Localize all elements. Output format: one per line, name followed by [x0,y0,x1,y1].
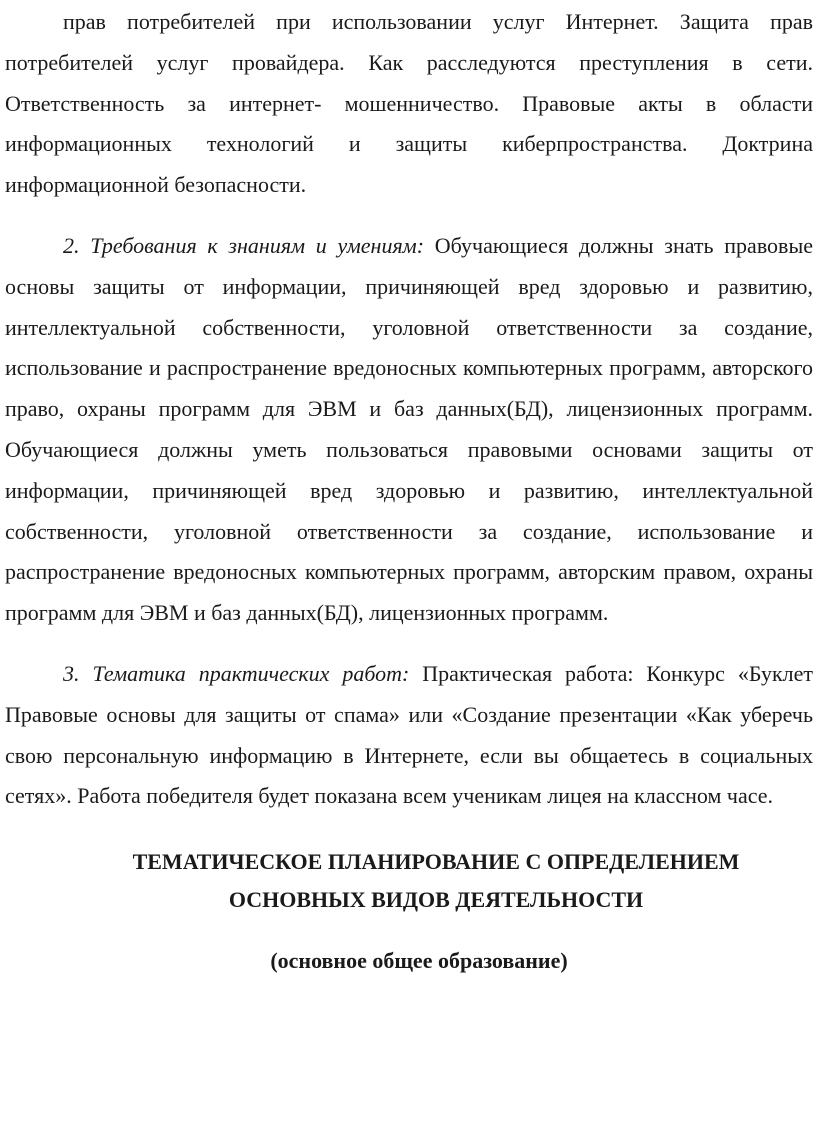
section-requirements [5,226,813,634]
paragraph-gap [5,634,813,654]
paragraph-continued [5,0,813,206]
paragraph-continued-text: прав потребителей при использовании услуг Интернет. Защита прав потребителей услуг провайдера. Как расследуются преступления в сети. Ответственность за интернет- мошенничество. Правовые акты в области информационных технологий и защиты киберпространства. Доктрина информационной безопасности. [5,9,813,198]
section-practical-works [5,654,813,817]
planning-heading [5,843,813,919]
section-practical-works-lead: 3. Тематика практических работ: [63,660,410,686]
document-page [5,0,813,982]
planning-heading-line2: ОСНОВНЫХ ВИДОВ ДЕЯТЕЛЬНОСТИ [228,887,644,913]
planning-subtitle: (основное общее образование) [270,948,568,974]
section-practical-works-text: Практическая работа: Конкурс «Буклет Правовые основы для защиты от спама» или «Создание презентации «Как уберечь свою персональную информацию в Интернете, если вы общаетесь в социальных сетях». Работа победителя будет показана всем ученикам лицея на классном часе. [5,660,814,809]
section-requirements-text: Обучающиеся должны знать правовые основы защиты от информации, причиняющей вред здоровью и развитию, интеллектуальной собственности, уголовной ответственности за создание, использование и распространение вредоносных компьютерных программ, авторского право, охраны программ для ЭВМ и баз данных(БД), лицензионных программ. Обучающиеся должны уметь пользоваться правовыми основами защиты от информации, причиняющей вред здоровью и развитию, интеллектуальной собственности, уголовной ответственности за создание, использование и распространение вредоносных компьютерных программ, авторским правом, охраны программ для ЭВМ и баз данных(БД), лицензионных программ. [5,232,813,626]
section-requirements-lead: 2. Требования к знаниям и умениям: [63,232,425,258]
planning-heading-line1: ТЕМАТИЧЕСКОЕ ПЛАНИРОВАНИЕ С ОПРЕДЕЛЕНИЕМ [132,849,740,875]
paragraph-gap [5,206,813,226]
